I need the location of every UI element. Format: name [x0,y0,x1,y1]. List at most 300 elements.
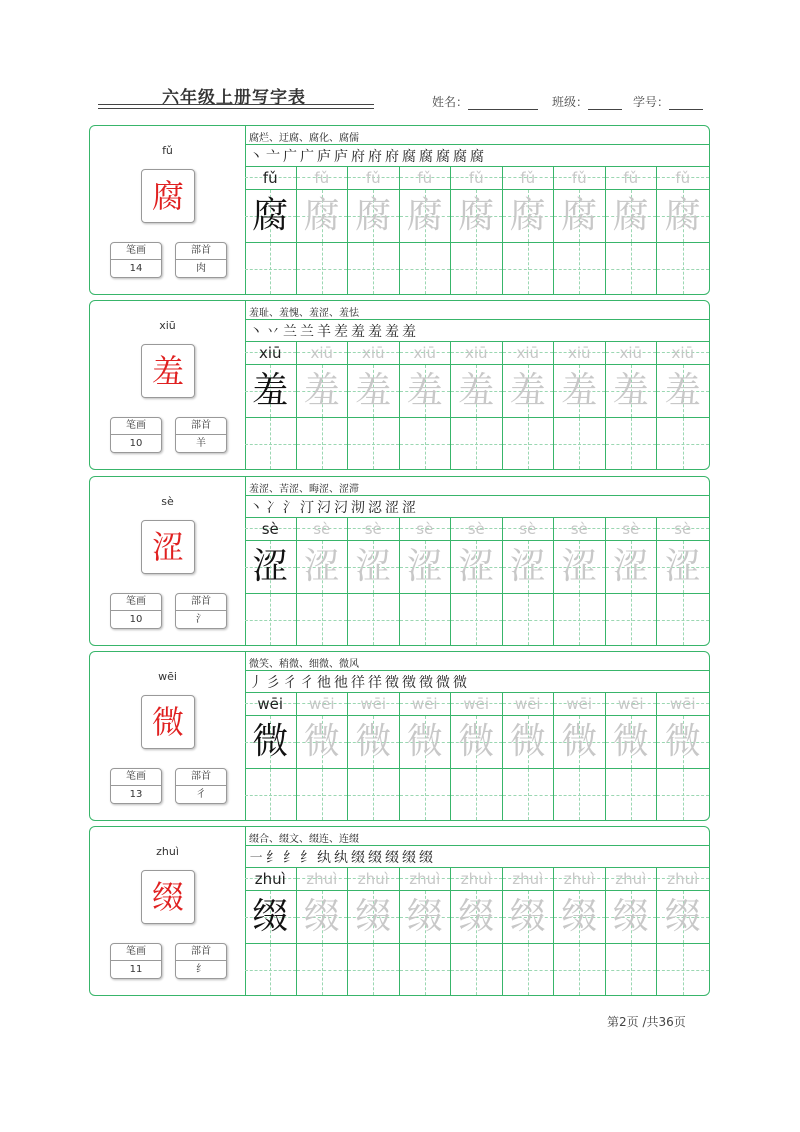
stroke-step: 丶 [249,149,263,165]
blank-writing-row [606,418,657,469]
blank-writing-row [451,769,502,820]
practice-cell[interactable] [657,167,709,294]
practice-cell[interactable] [348,342,400,469]
blank-writing-row [348,594,399,645]
name-label: 姓名： [432,95,469,109]
practice-area [245,827,709,995]
radical-value: 纟 [196,964,206,975]
pinyin-row [657,518,709,541]
trace-pinyin: xiū [361,344,385,362]
practice-cell[interactable] [245,693,297,820]
pinyin-row [554,167,605,190]
trace-character: 羞 [458,370,495,411]
practice-cell[interactable] [451,167,503,294]
blank-writing-row [451,418,502,469]
character-pinyin: fǔ [162,144,173,157]
title-underline [98,104,374,105]
stroke-step: 羊 [317,324,331,340]
pinyin-row [451,342,502,365]
trace-character: 腐 [561,195,598,236]
pinyin-row [348,868,399,891]
trace-pinyin: wēi [566,695,593,713]
practice-area [245,301,709,469]
practice-cell[interactable] [400,167,452,294]
stroke-step: 缀 [402,850,416,866]
character-summary [90,827,246,995]
radical-label: 部首 [176,594,226,611]
trace-pinyin: zhuì [460,870,492,888]
blank-writing-row [400,594,451,645]
row-divider [245,144,709,145]
trace-pinyin: sè [674,520,692,538]
stroke-step: 府 [368,149,382,165]
practice-cell[interactable] [348,693,400,820]
stroke-step: 纟 [283,850,297,866]
pinyin-row [245,518,296,541]
page-title: 六年级上册写字表 [162,88,306,108]
pinyin-row [657,167,709,190]
stroke-count-value: 10 [129,438,143,449]
stroke-count-value: 13 [129,789,143,800]
stroke-order [249,497,419,517]
stroke-step: 微 [436,675,450,691]
pinyin-row [657,342,709,365]
blank-writing-row [297,769,348,820]
character-row [245,190,296,243]
character-row [657,190,709,243]
practice-cell[interactable] [348,868,400,995]
practice-cell[interactable] [554,167,606,294]
trace-character: 微 [612,721,649,762]
pinyin-row [606,167,657,190]
trace-character: 腐 [303,195,340,236]
blank-writing-row [297,418,348,469]
character-row [657,365,709,418]
pinyin-row [297,518,348,541]
stroke-step: 纨 [317,850,331,866]
stroke-step: 丶 [249,324,263,340]
trace-pinyin: sè [416,520,434,538]
character-row [657,541,709,594]
blank-writing-row [554,594,605,645]
student-id-field [633,93,703,110]
trace-character: 涩 [355,546,392,587]
practice-cell[interactable] [245,518,297,645]
trace-character: 涩 [664,546,701,587]
stroke-step: 腐 [470,149,484,165]
trace-pinyin: sè [467,520,485,538]
practice-cell[interactable] [606,693,658,820]
radical-label: 部首 [176,418,226,435]
character-display: 羞 [141,344,195,398]
stroke-step: 纟 [300,850,314,866]
practice-cell[interactable] [297,342,349,469]
practice-cell[interactable] [554,518,606,645]
trace-pinyin: xiū [310,344,334,362]
blank-writing-row [451,594,502,645]
stroke-order [249,847,436,867]
example-words: 微笑、稍微、细微、微风 [249,659,359,670]
blank-writing-row [245,594,296,645]
practice-cell[interactable] [503,167,555,294]
character-pinyin: xiū [159,319,176,332]
trace-character: 涩 [303,546,340,587]
pinyin-row [348,693,399,716]
radical-box [175,768,227,804]
blank-writing-row [657,243,709,294]
pinyin-row [297,693,348,716]
practice-cell[interactable] [606,342,658,469]
stroke-step: 丷 [266,324,280,340]
character-row [297,716,348,769]
trace-character: 腐 [509,195,546,236]
practice-cell[interactable] [348,167,400,294]
trace-character: 微 [303,721,340,762]
character-card [89,826,710,996]
practice-cell[interactable] [400,693,452,820]
blank-writing-row [657,594,709,645]
character-pinyin: zhuì [156,845,179,858]
trace-character: 腐 [664,195,701,236]
blank-writing-row [503,243,554,294]
practice-cell[interactable] [657,518,709,645]
stroke-step: 腐 [436,149,450,165]
stroke-step: 羞 [368,324,382,340]
stroke-step: 徉 [351,675,365,691]
trace-pinyin: zhuì [512,870,544,888]
stroke-step: 汈 [334,500,348,516]
trace-character: 涩 [406,546,443,587]
blank-writing-row [400,944,451,995]
practice-cell[interactable] [554,693,606,820]
character-row [245,365,296,418]
trace-character: 微 [561,721,598,762]
blank-writing-row [400,418,451,469]
blank-writing-row [606,769,657,820]
trace-pinyin: fǔ [365,169,381,187]
practice-grid [245,167,709,294]
blank-writing-row [400,769,451,820]
page-header [0,0,800,120]
pinyin-row [451,693,502,716]
practice-cell[interactable] [297,868,349,995]
pinyin-row [554,518,605,541]
character-row [348,190,399,243]
character-row [245,541,296,594]
character-summary [90,126,246,294]
practice-cell[interactable] [606,167,658,294]
blank-writing-row [503,594,554,645]
stroke-step: 彵 [317,675,331,691]
character-summary [90,652,246,820]
practice-cell[interactable] [606,868,658,995]
trace-pinyin: fǔ [520,169,536,187]
trace-pinyin: zhuì [306,870,338,888]
character-row [503,541,554,594]
trace-character: 羞 [612,370,649,411]
stroke-step: 彳 [300,675,314,691]
stroke-count-value: 11 [129,964,143,975]
practice-cell[interactable] [503,693,555,820]
model-pinyin: sè [261,520,279,538]
trace-character: 微 [406,721,443,762]
blank-writing-row [348,944,399,995]
model-pinyin: wēi [257,695,284,713]
stroke-step: 腐 [419,149,433,165]
radical-box [175,943,227,979]
character-row [606,716,657,769]
radical-value: 氵 [196,614,206,625]
stroke-count-label: 笔画 [111,418,161,435]
blank-writing-row [245,418,296,469]
blank-writing-row [657,769,709,820]
character-row [606,541,657,594]
student-id-label: 学号： [633,95,670,109]
character-row [606,891,657,944]
blank-writing-row [297,594,348,645]
practice-cell[interactable] [400,518,452,645]
trace-character: 微 [458,721,495,762]
stroke-count-label: 笔画 [111,769,161,786]
radical-box [175,242,227,278]
character-row [554,891,605,944]
stroke-count-label: 笔画 [111,243,161,260]
blank-writing-row [348,243,399,294]
model-pinyin: xiū [258,344,282,362]
character-row [297,541,348,594]
practice-cell[interactable] [657,693,709,820]
model-character: 缀 [252,896,289,937]
practice-cell[interactable] [503,342,555,469]
practice-cell[interactable] [400,342,452,469]
trace-pinyin: wēi [617,695,644,713]
radical-label: 部首 [176,243,226,260]
blank-writing-row [348,418,399,469]
trace-pinyin: xiū [567,344,591,362]
radical-label: 部首 [176,769,226,786]
pinyin-row [503,167,554,190]
practice-cell[interactable] [245,342,297,469]
trace-pinyin: zhuì [667,870,699,888]
trace-pinyin: xiū [619,344,643,362]
stroke-count-box [110,417,162,453]
stroke-order [249,321,419,341]
trace-pinyin: zhuì [563,870,595,888]
blank-writing-row [245,769,296,820]
trace-character: 微 [664,721,701,762]
pinyin-row [657,868,709,891]
stroke-count-box [110,768,162,804]
stroke-count-box [110,943,162,979]
blank-writing-row [554,418,605,469]
pinyin-row [451,518,502,541]
stroke-step: 微 [453,675,467,691]
blank-writing-row [554,243,605,294]
character-row [297,891,348,944]
character-row [503,891,554,944]
pinyin-row [400,868,451,891]
practice-cell[interactable] [451,342,503,469]
trace-pinyin: fǔ [623,169,639,187]
blank-writing-row [554,944,605,995]
trace-character: 腐 [355,195,392,236]
pinyin-row [606,342,657,365]
blank-writing-row [606,594,657,645]
stroke-count-label: 笔画 [111,944,161,961]
blank-writing-row [503,944,554,995]
stroke-step: 羞 [402,324,416,340]
blank-writing-row [554,769,605,820]
trace-pinyin: wēi [514,695,541,713]
stroke-step: 府 [351,149,365,165]
trace-pinyin: sè [313,520,331,538]
practice-cell[interactable] [245,167,297,294]
row-divider [245,495,709,496]
blank-writing-row [657,418,709,469]
character-row [297,190,348,243]
character-card [89,300,710,470]
trace-pinyin: wēi [463,695,490,713]
practice-grid [245,868,709,995]
practice-cell[interactable] [451,868,503,995]
stroke-count-label: 笔画 [111,594,161,611]
blank-writing-row [503,769,554,820]
practice-cell[interactable] [503,518,555,645]
practice-cell[interactable] [554,342,606,469]
pinyin-row [503,518,554,541]
pinyin-row [606,518,657,541]
trace-character: 缀 [561,896,598,937]
character-row [348,716,399,769]
practice-cell[interactable] [503,868,555,995]
practice-cell[interactable] [297,167,349,294]
character-row [606,190,657,243]
trace-pinyin: fǔ [675,169,691,187]
practice-area [245,477,709,645]
trace-character: 腐 [458,195,495,236]
trace-pinyin: sè [622,520,640,538]
trace-pinyin: xiū [671,344,695,362]
stroke-step: 府 [385,149,399,165]
blank-writing-row [657,944,709,995]
character-row [451,190,502,243]
pinyin-row [451,167,502,190]
practice-cell[interactable] [297,693,349,820]
radical-box [175,417,227,453]
trace-character: 腐 [612,195,649,236]
pinyin-row [297,868,348,891]
pinyin-row [297,342,348,365]
stroke-step: 缀 [385,850,399,866]
blank-writing-row [400,243,451,294]
blank-writing-row [245,944,296,995]
trace-pinyin: zhuì [357,870,389,888]
trace-character: 羞 [355,370,392,411]
class-field [552,93,622,110]
row-divider [245,670,709,671]
character-row [400,190,451,243]
trace-character: 羞 [406,370,443,411]
radical-value: 彳 [196,789,206,800]
stroke-order [249,672,470,692]
stroke-step: 徵 [402,675,416,691]
blank-writing-row [503,418,554,469]
stroke-step: 腐 [453,149,467,165]
stroke-step: 羞 [351,324,365,340]
character-display: 腐 [141,169,195,223]
stroke-step: 纨 [334,850,348,866]
practice-grid [245,342,709,469]
pinyin-row [348,342,399,365]
practice-cell[interactable] [451,518,503,645]
student-id-blank[interactable] [669,97,703,110]
radical-label: 部首 [176,944,226,961]
practice-grid [245,518,709,645]
trace-character: 羞 [509,370,546,411]
character-row [657,716,709,769]
trace-pinyin: wēi [411,695,438,713]
pinyin-row [554,693,605,716]
model-pinyin: fǔ [262,169,278,187]
trace-pinyin: fǔ [571,169,587,187]
stroke-step: 涩 [402,500,416,516]
trace-character: 羞 [561,370,598,411]
trace-character: 微 [355,721,392,762]
character-row [400,716,451,769]
model-character: 微 [252,721,289,762]
character-card [89,651,710,821]
character-row [245,891,296,944]
stroke-step: 彡 [266,675,280,691]
trace-character: 缀 [303,896,340,937]
practice-cell[interactable] [400,868,452,995]
practice-cell[interactable] [657,868,709,995]
stroke-step: 彵 [334,675,348,691]
trace-character: 微 [509,721,546,762]
pinyin-row [606,868,657,891]
pinyin-row [503,693,554,716]
character-row [348,541,399,594]
row-divider [245,319,709,320]
pinyin-row [400,167,451,190]
practice-cell[interactable] [297,518,349,645]
practice-cell[interactable] [451,693,503,820]
character-row [554,190,605,243]
trace-pinyin: xiū [413,344,437,362]
name-blank[interactable] [468,97,538,110]
stroke-count-value: 14 [129,263,143,274]
trace-pinyin: wēi [669,695,696,713]
class-blank[interactable] [588,97,622,110]
stroke-step: 徵 [419,675,433,691]
page-number: 第2页 /共36页 [607,1015,686,1029]
blank-writing-row [245,243,296,294]
trace-character: 羞 [664,370,701,411]
practice-cell[interactable] [606,518,658,645]
stroke-step: 冫 [266,500,280,516]
practice-cell[interactable] [657,342,709,469]
practice-cell[interactable] [245,868,297,995]
model-character: 羞 [252,370,289,411]
stroke-order [249,146,487,166]
practice-cell[interactable] [554,868,606,995]
trace-character: 缀 [458,896,495,937]
character-summary [90,301,246,469]
trace-pinyin: zhuì [409,870,441,888]
practice-cell[interactable] [348,518,400,645]
trace-character: 羞 [303,370,340,411]
blank-writing-row [606,944,657,995]
